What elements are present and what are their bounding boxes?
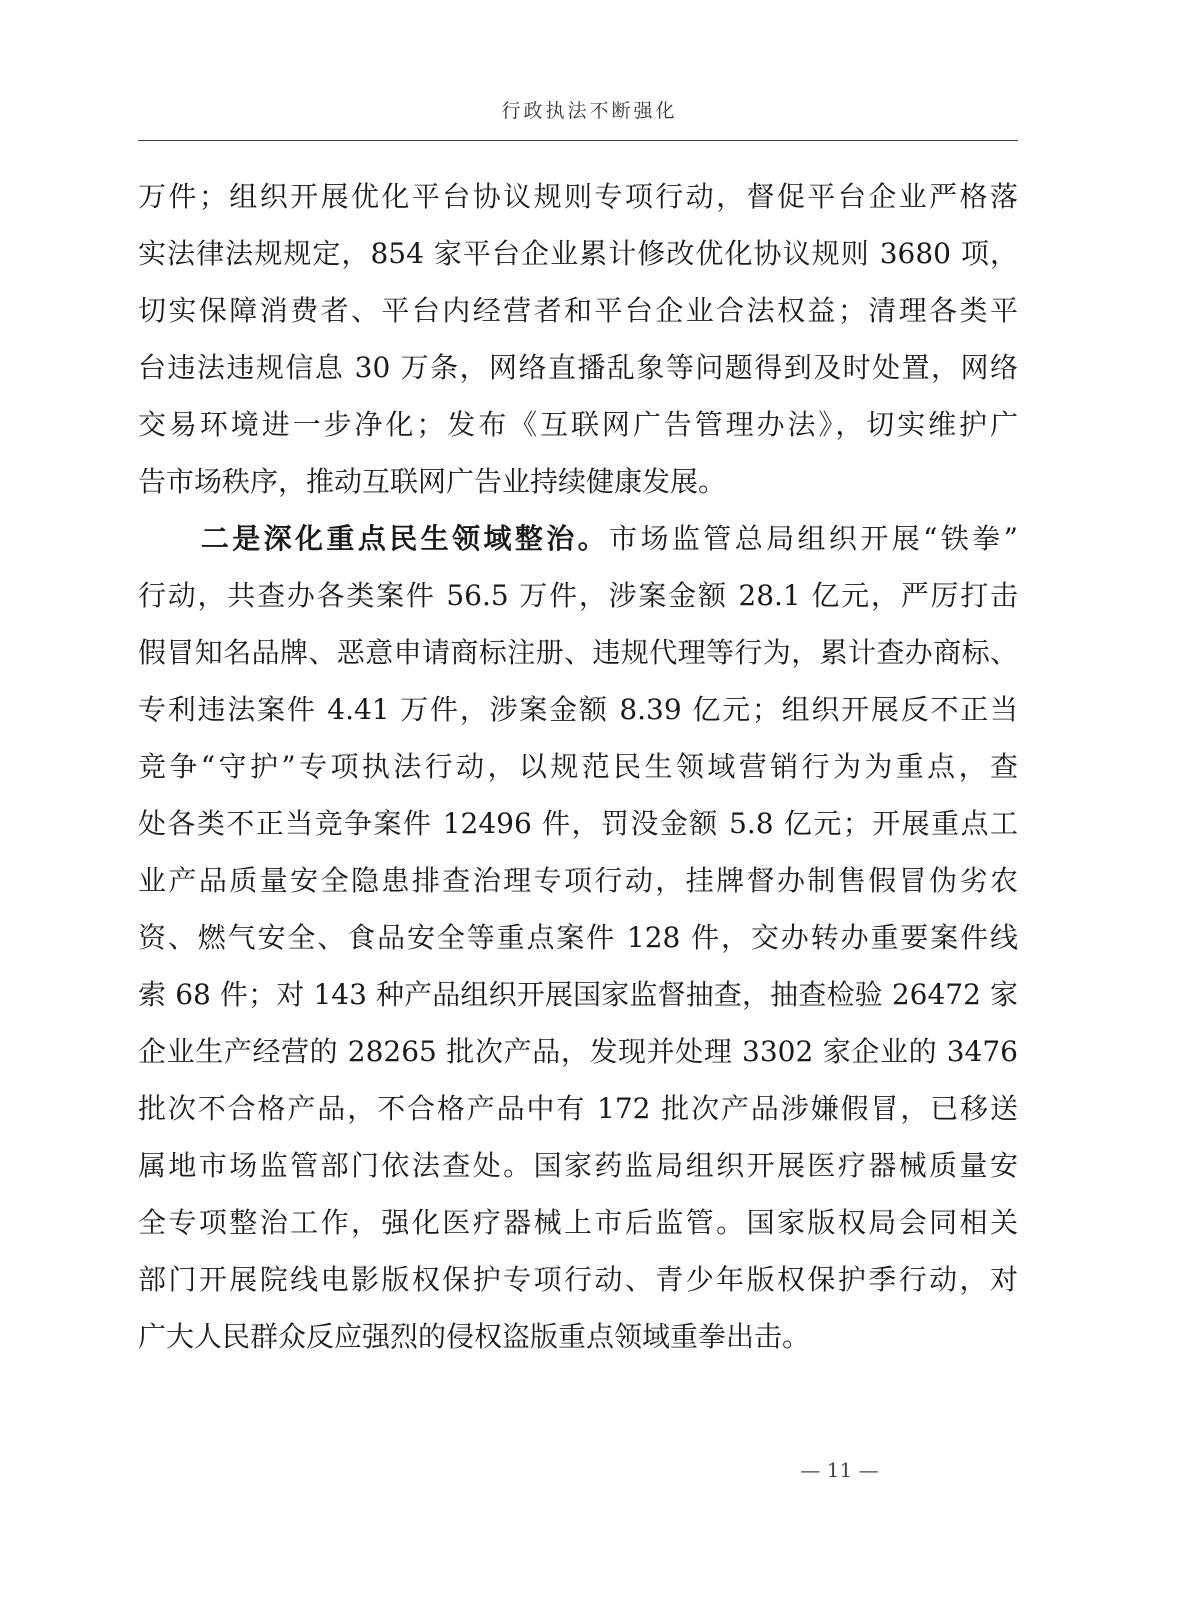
paragraph-line: 属地市场监管部门依法查处。国家药监局组织开展医疗器械质量安 <box>138 1149 1018 1182</box>
paragraph-line: 台违法违规信息 30 万条，网络直播乱象等问题得到及时处置，网络 <box>138 351 1018 384</box>
paragraph-line: 业产品质量安全隐患排查治理专项行动，挂牌督办制售假冒伪劣农 <box>138 864 1018 897</box>
paragraph-line: 切实保障消费者、平台内经营者和平台企业合法权益；清理各类平 <box>138 294 1018 327</box>
paragraph-line: 竞争“守护”专项执法行动，以规范民生领域营销行为为重点，查 <box>138 750 1018 783</box>
body-text <box>138 168 1018 1365</box>
paragraph-line: 专利违法案件 4.41 万件，涉案金额 8.39 亿元；组织开展反不正当 <box>138 693 1018 726</box>
header-divider <box>138 140 1018 141</box>
page-number: — 11 — <box>800 1458 879 1482</box>
running-header: 行政执法不断强化 <box>501 100 678 122</box>
paragraph-1 <box>138 168 1018 510</box>
paragraph-line-rest: 市场监管总局组织开展“铁拳” <box>609 522 1018 555</box>
paragraph-lead-heading: 二是深化重点民生领域整治。 <box>200 522 610 555</box>
paragraph-line: 全专项整治工作，强化医疗器械上市后监管。国家版权局会同相关 <box>138 1206 1018 1239</box>
paragraph-line: 假冒知名品牌、恶意申请商标注册、违规代理等行为，累计查办商标、 <box>138 636 1018 669</box>
paragraph-line: 万件；组织开展优化平台协议规则专项行动，督促平台企业严格落 <box>138 180 1018 213</box>
paragraph-line: 部门开展院线电影版权保护专项行动、青少年版权保护季行动，对 <box>138 1263 1018 1296</box>
paragraph-line: 告市场秩序，推动互联网广告业持续健康发展。 <box>138 465 727 498</box>
paragraph-line: 行动，共查办各类案件 56.5 万件，涉案金额 28.1 亿元，严厉打击 <box>138 579 1018 612</box>
paragraph-line: 企业生产经营的 28265 批次产品，发现并处理 3302 家企业的 3476 <box>138 1035 1018 1068</box>
paragraph-line: 广大人民群众反应强烈的侵权盗版重点领域重拳出击。 <box>138 1320 811 1353</box>
paragraph-line: 索 68 件；对 143 种产品组织开展国家监督抽查，抽查检验 26472 家 <box>138 978 1018 1011</box>
paragraph-line: 资、燃气安全、食品安全等重点案件 128 件，交办转办重要案件线 <box>138 921 1018 954</box>
paragraph-first-line <box>138 510 1018 567</box>
paragraph-line: 实法律法规规定，854 家平台企业累计修改优化协议规则 3680 项， <box>138 237 1018 270</box>
paragraph-line: 交易环境进一步净化；发布《互联网广告管理办法》，切实维护广 <box>138 408 1018 441</box>
paragraph-2 <box>138 510 1018 1365</box>
paragraph-line: 批次不合格产品，不合格产品中有 172 批次产品涉嫌假冒，已移送 <box>138 1092 1018 1125</box>
paragraph-line: 处各类不正当竞争案件 12496 件，罚没金额 5.8 亿元；开展重点工 <box>138 807 1018 840</box>
